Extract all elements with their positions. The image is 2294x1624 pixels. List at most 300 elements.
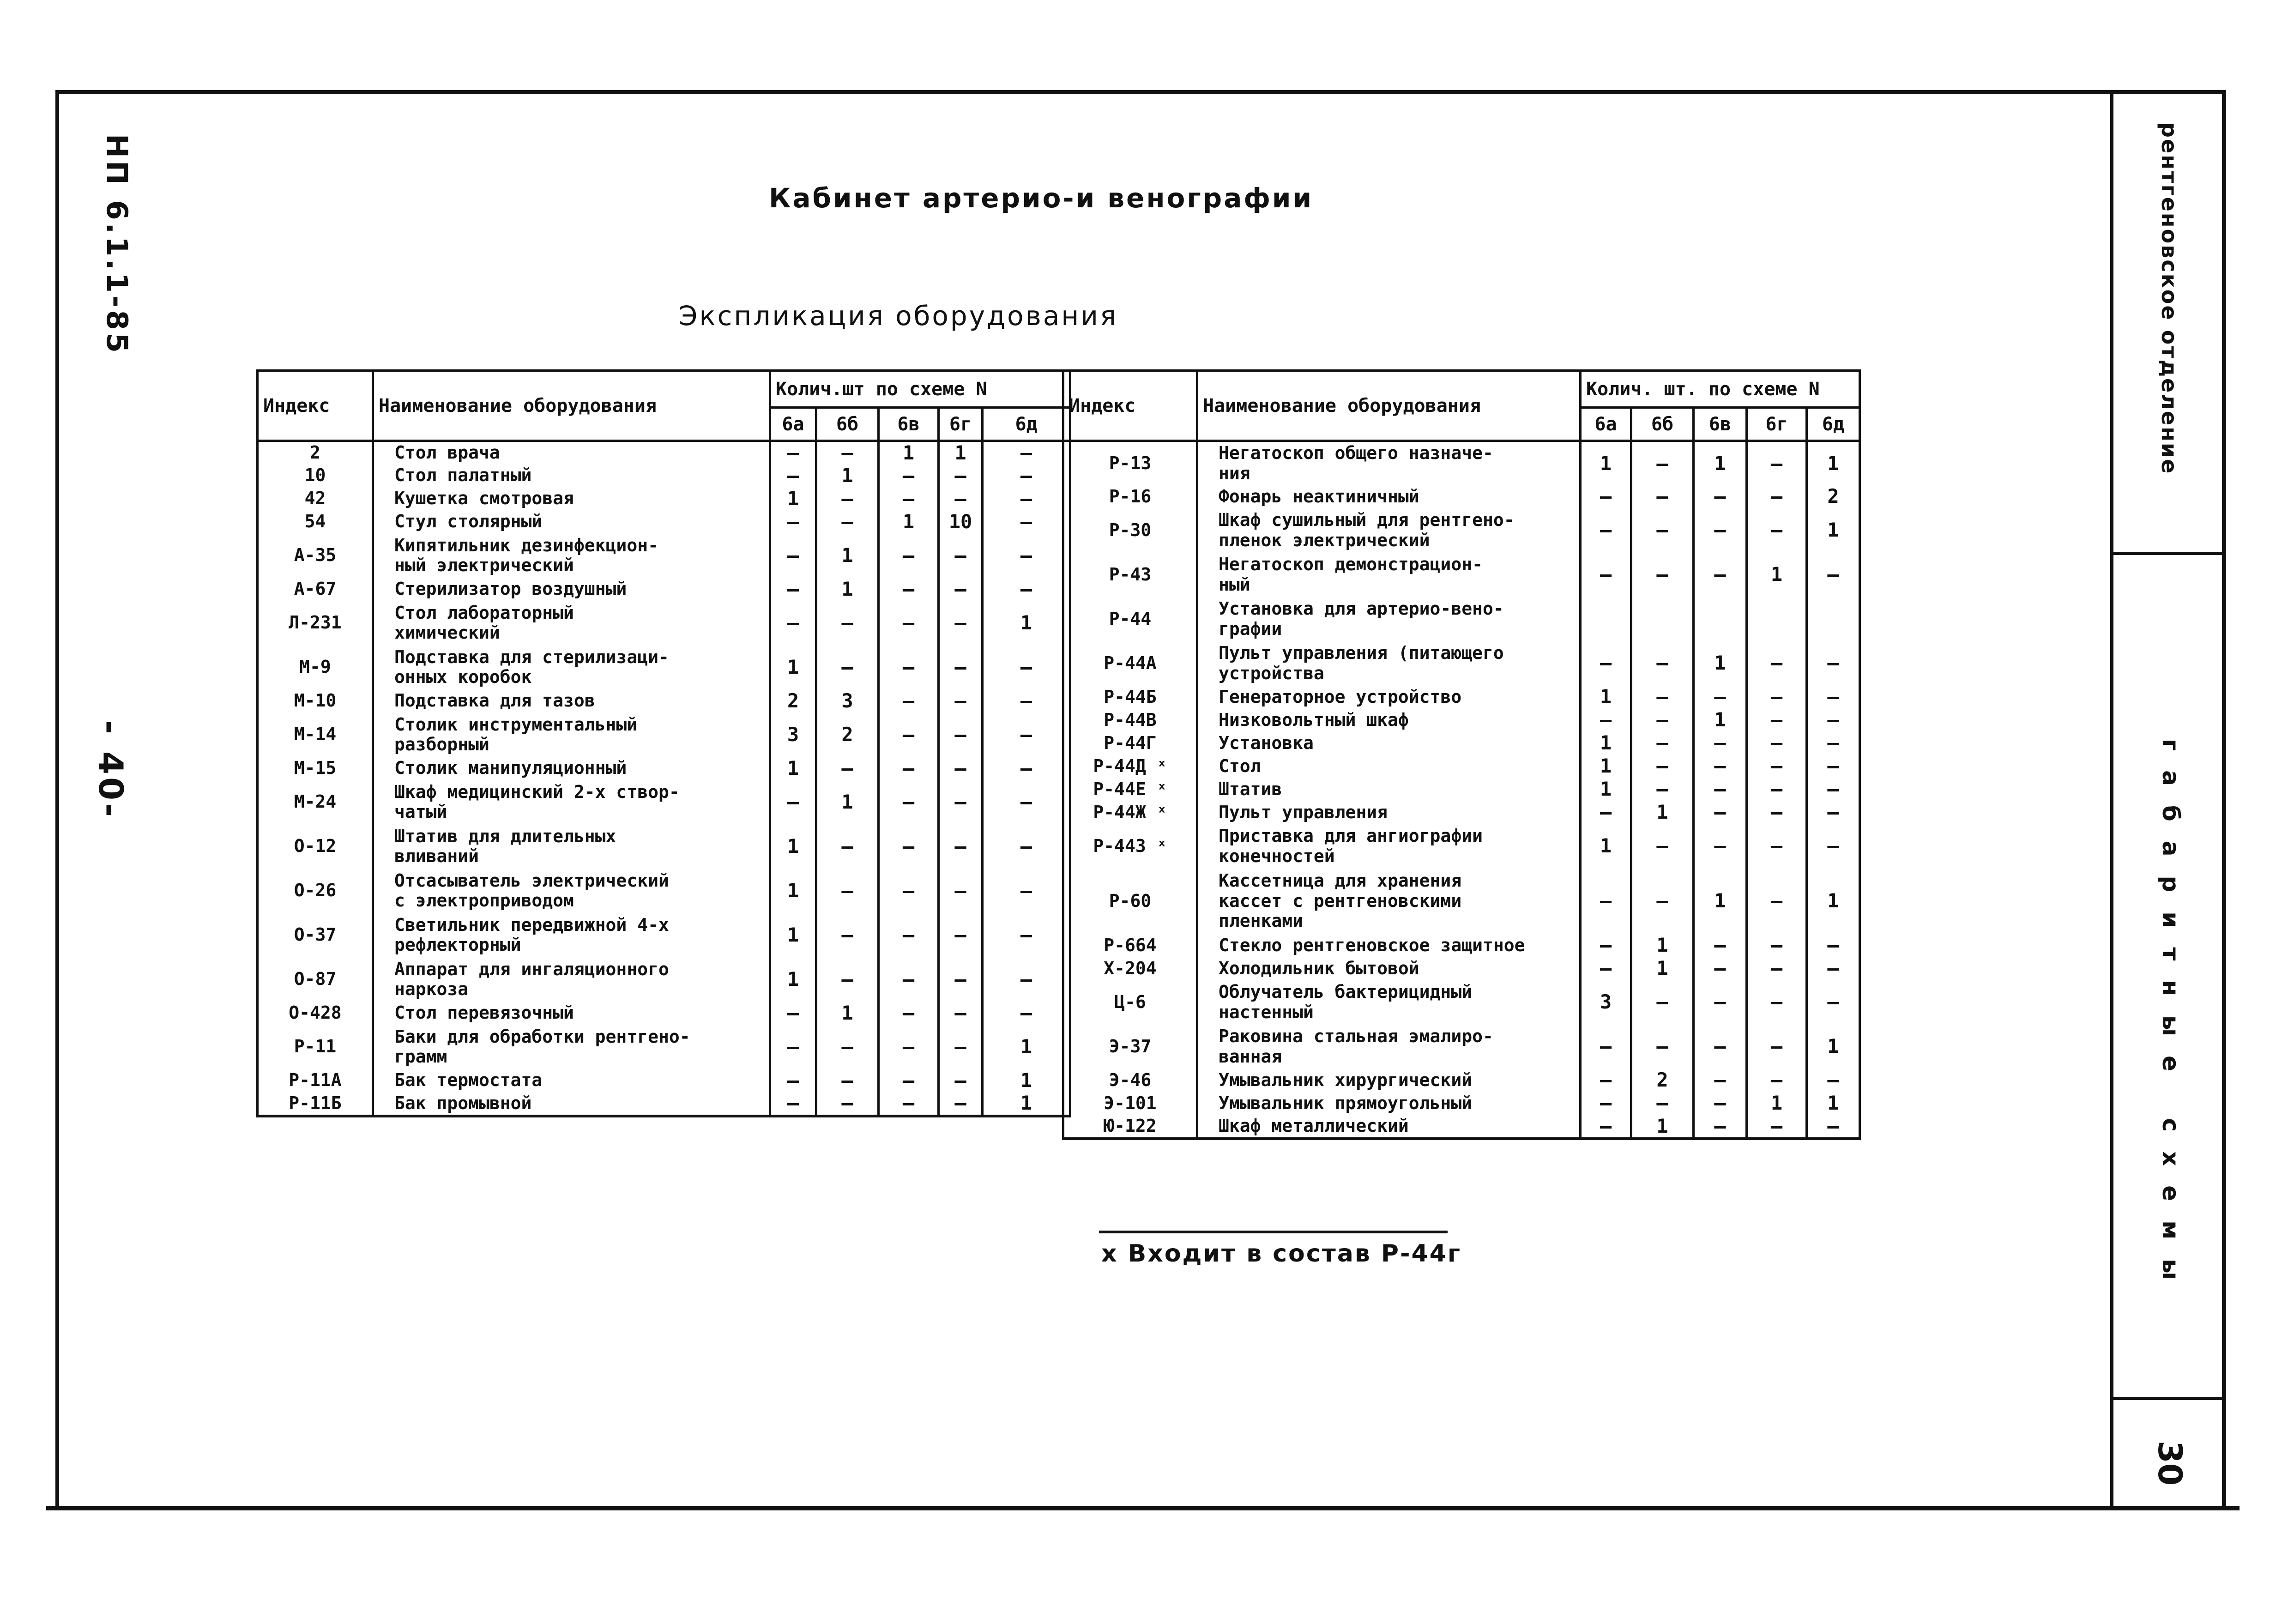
row-equipment-name: Приставка для ангиографии конечностей [1197, 824, 1581, 869]
column-header-index: Индекс [258, 371, 373, 441]
row-equipment-name: Генераторное устройство [1197, 686, 1581, 709]
row-equipment-name: Стол врача [373, 441, 770, 465]
row-quantity: – [1631, 1092, 1694, 1115]
row-quantity: – [1807, 732, 1860, 755]
row-quantity: – [1747, 508, 1807, 553]
row-quantity: – [939, 601, 983, 645]
row-equipment-name: Столик инструментальный разборный [373, 712, 770, 757]
row-quantity: – [983, 441, 1070, 465]
row-quantity: – [770, 601, 816, 645]
row-quantity: – [1631, 732, 1694, 755]
row-quantity: – [1581, 709, 1631, 732]
row-index: Р-60 [1063, 869, 1197, 934]
row-index: Р-44Е ˣ [1063, 778, 1197, 801]
row-equipment-name: Бак промывной [373, 1092, 770, 1116]
table-row [1063, 732, 1860, 755]
row-quantity: – [770, 1025, 816, 1069]
row-quantity: 1 [1807, 1025, 1860, 1069]
row-quantity: – [879, 1092, 939, 1116]
table-row [1063, 686, 1860, 709]
row-equipment-name: Раковина стальная эмалиро- ванная [1197, 1025, 1581, 1069]
table-row [1063, 778, 1860, 801]
row-quantity [1581, 597, 1631, 641]
row-quantity: – [1807, 957, 1860, 980]
row-quantity: 1 [1581, 732, 1631, 755]
row-equipment-name: Холодильник бытовой [1197, 957, 1581, 980]
column-header-name: Наименование оборудования [373, 371, 770, 441]
row-equipment-name: Фонарь неактиничный [1197, 485, 1581, 508]
table-row [258, 712, 1070, 757]
column-header-name: Наименование оборудования [1197, 371, 1581, 441]
row-quantity: 1 [1694, 709, 1747, 732]
row-quantity: – [770, 441, 816, 465]
row-quantity: – [816, 824, 879, 869]
row-equipment-name: Кассетница для хранения кассет с рентгеновскими пленками [1197, 869, 1581, 934]
row-quantity [1694, 597, 1747, 641]
row-quantity: – [983, 1002, 1070, 1025]
row-index: Р-30 [1063, 508, 1197, 553]
row-index: Р-44В [1063, 709, 1197, 732]
row-quantity: – [1747, 1115, 1807, 1139]
table-row [258, 645, 1070, 689]
table-row [258, 441, 1070, 465]
row-equipment-name: Стол [1197, 755, 1581, 778]
row-index: М-15 [258, 757, 373, 780]
footnote: х Входит в состав Р-44г [1101, 1240, 1462, 1268]
row-quantity: – [1807, 824, 1860, 869]
column-header-scheme: 6б [1631, 408, 1694, 441]
row-quantity: – [1807, 801, 1860, 824]
column-header-scheme: 6д [1807, 408, 1860, 441]
table-row [1063, 1069, 1860, 1092]
row-quantity: – [879, 869, 939, 913]
row-quantity: 3 [1581, 980, 1631, 1025]
row-quantity: – [1631, 778, 1694, 801]
row-quantity: – [1747, 755, 1807, 778]
row-index: О-428 [258, 1002, 373, 1025]
row-quantity: 1 [1694, 869, 1747, 934]
row-index: Э-101 [1063, 1092, 1197, 1115]
table-row [1063, 1092, 1860, 1115]
row-quantity: – [1807, 778, 1860, 801]
row-quantity: – [770, 1069, 816, 1092]
row-quantity: 1 [879, 441, 939, 465]
row-quantity: – [816, 913, 879, 957]
row-quantity: – [939, 869, 983, 913]
row-quantity: – [939, 824, 983, 869]
row-quantity: – [983, 689, 1070, 712]
row-quantity: – [939, 578, 983, 601]
table-row [258, 464, 1070, 487]
row-quantity: – [1747, 824, 1807, 869]
row-quantity: – [1631, 1025, 1694, 1069]
row-quantity: 1 [816, 1002, 879, 1025]
row-quantity: – [1631, 485, 1694, 508]
row-quantity: – [879, 712, 939, 757]
table-row [1063, 597, 1860, 641]
row-equipment-name: Штатив для длительных вливаний [373, 824, 770, 869]
row-quantity: – [1694, 553, 1747, 597]
table-row [258, 533, 1070, 578]
row-index: Р-43 [1063, 553, 1197, 597]
row-index: Р-13 [1063, 441, 1197, 485]
row-index: Р-44Г [1063, 732, 1197, 755]
stamp-sheet-title: габаритные схемы [2157, 739, 2184, 1299]
row-quantity: – [1694, 957, 1747, 980]
row-quantity: – [1747, 709, 1807, 732]
row-equipment-name: Пульт управления [1197, 801, 1581, 824]
table-row [1063, 553, 1860, 597]
row-quantity: – [879, 1069, 939, 1092]
row-index: О-12 [258, 824, 373, 869]
row-quantity: 1 [1581, 778, 1631, 801]
row-index: А-67 [258, 578, 373, 601]
row-quantity: – [1747, 485, 1807, 508]
row-quantity [1631, 597, 1694, 641]
row-equipment-name: Бак термостата [373, 1069, 770, 1092]
row-index: Р-44Ж ˣ [1063, 801, 1197, 824]
row-quantity: – [983, 957, 1070, 1002]
row-quantity: 1 [879, 510, 939, 533]
frame-left-border [55, 90, 59, 1510]
row-quantity: – [1631, 755, 1694, 778]
table-row [1063, 1025, 1860, 1069]
row-quantity: – [879, 487, 939, 510]
row-quantity: – [1581, 1069, 1631, 1092]
row-index: Ю-122 [1063, 1115, 1197, 1139]
row-quantity: – [1807, 1069, 1860, 1092]
table-row [1063, 869, 1860, 934]
row-quantity: – [816, 1025, 879, 1069]
row-quantity: – [879, 824, 939, 869]
row-quantity: – [1747, 1025, 1807, 1069]
row-quantity: 1 [1581, 755, 1631, 778]
row-quantity [1747, 597, 1807, 641]
row-quantity: – [816, 1069, 879, 1092]
row-quantity: – [939, 957, 983, 1002]
row-quantity: – [1747, 686, 1807, 709]
row-quantity: – [983, 869, 1070, 913]
row-quantity: – [879, 689, 939, 712]
row-quantity: – [816, 441, 879, 465]
row-quantity: – [816, 601, 879, 645]
table-row [258, 869, 1070, 913]
row-quantity: – [983, 533, 1070, 578]
table-row [258, 1025, 1070, 1069]
table-row [258, 578, 1070, 601]
row-equipment-name: Стол лабораторный химический [373, 601, 770, 645]
row-quantity: – [1694, 686, 1747, 709]
row-index: 54 [258, 510, 373, 533]
row-equipment-name: Штатив [1197, 778, 1581, 801]
stamp-divider [2110, 90, 2113, 1510]
row-equipment-name: Баки для обработки рентгено- грамм [373, 1025, 770, 1069]
row-quantity: – [1581, 641, 1631, 686]
row-quantity: – [770, 1092, 816, 1116]
row-index: Э-37 [1063, 1025, 1197, 1069]
row-quantity: – [770, 780, 816, 824]
row-quantity: – [1581, 869, 1631, 934]
row-quantity: 2 [1807, 485, 1860, 508]
row-quantity: – [770, 1002, 816, 1025]
row-quantity: – [1807, 934, 1860, 957]
row-equipment-name: Шкаф металлический [1197, 1115, 1581, 1139]
row-quantity: – [983, 510, 1070, 533]
row-equipment-name: Светильник передвижной 4-х рефлекторный [373, 913, 770, 957]
row-quantity: – [1631, 641, 1694, 686]
row-equipment-name: Шкаф медицинский 2-х створ- чатый [373, 780, 770, 824]
table-row [258, 913, 1070, 957]
row-index: О-26 [258, 869, 373, 913]
page-number: - 40- [91, 720, 130, 820]
table-row [258, 510, 1070, 533]
frame-bottom-border [46, 1506, 2240, 1510]
row-index: О-37 [258, 913, 373, 957]
table-row [1063, 755, 1860, 778]
row-quantity: – [1694, 485, 1747, 508]
page-title: Кабинет артерио-и венографии [769, 182, 1314, 214]
row-index: А-35 [258, 533, 373, 578]
row-quantity: – [939, 533, 983, 578]
row-quantity: – [983, 645, 1070, 689]
table-row [1063, 485, 1860, 508]
row-quantity: – [1631, 686, 1694, 709]
row-quantity: 1 [1631, 957, 1694, 980]
table-row [258, 601, 1070, 645]
row-quantity: 1 [1694, 641, 1747, 686]
row-quantity: 1 [1631, 1115, 1694, 1139]
row-equipment-name: Умывальник прямоугольный [1197, 1092, 1581, 1115]
row-quantity: 1 [983, 1025, 1070, 1069]
row-equipment-name: Стул столярный [373, 510, 770, 533]
row-quantity: – [1694, 801, 1747, 824]
row-equipment-name: Пульт управления (питающего устройства [1197, 641, 1581, 686]
row-quantity: – [1747, 732, 1807, 755]
row-quantity: – [816, 645, 879, 689]
row-quantity: – [983, 780, 1070, 824]
row-quantity: – [816, 1092, 879, 1116]
document-code: НП 6.1.1-85 [100, 134, 134, 356]
footnote-rule [1099, 1231, 1448, 1233]
row-quantity: – [1694, 508, 1747, 553]
row-quantity: – [879, 1002, 939, 1025]
row-equipment-name: Подставка для тазов [373, 689, 770, 712]
row-equipment-name: Кушетка смотровая [373, 487, 770, 510]
row-quantity: – [1581, 485, 1631, 508]
table-row [1063, 824, 1860, 869]
row-equipment-name: Стол перевязочный [373, 1002, 770, 1025]
row-index: Ц-6 [1063, 980, 1197, 1025]
row-quantity: – [879, 645, 939, 689]
row-quantity: – [770, 533, 816, 578]
row-index: М-14 [258, 712, 373, 757]
row-quantity: – [1694, 934, 1747, 957]
row-quantity: – [1581, 508, 1631, 553]
row-index: Р-11А [258, 1069, 373, 1092]
table-row [1063, 934, 1860, 957]
row-quantity: 1 [1581, 824, 1631, 869]
table-row [1063, 641, 1860, 686]
row-quantity: – [1581, 553, 1631, 597]
row-quantity: – [879, 757, 939, 780]
column-header-qty: Колич.шт по схеме N [770, 371, 1070, 408]
row-index: Р-44А [1063, 641, 1197, 686]
row-quantity: – [1581, 934, 1631, 957]
row-quantity: – [1694, 1115, 1747, 1139]
equipment-table-right [1062, 369, 1861, 1140]
row-quantity: – [939, 645, 983, 689]
table-row [258, 1069, 1070, 1092]
row-quantity: – [1631, 824, 1694, 869]
row-quantity: 2 [816, 712, 879, 757]
row-quantity: 1 [816, 780, 879, 824]
row-quantity: – [983, 757, 1070, 780]
row-equipment-name: Установка для артерио-вено- графии [1197, 597, 1581, 641]
row-quantity: – [983, 913, 1070, 957]
row-quantity: – [816, 869, 879, 913]
row-quantity: – [939, 1025, 983, 1069]
row-quantity: 1 [939, 441, 983, 465]
row-equipment-name: Негатоскоп общего назначе- ния [1197, 441, 1581, 485]
row-quantity: – [1581, 801, 1631, 824]
row-quantity: – [816, 487, 879, 510]
row-quantity: – [1581, 1025, 1631, 1069]
row-quantity: – [939, 780, 983, 824]
row-quantity: – [1581, 957, 1631, 980]
row-quantity: – [939, 689, 983, 712]
row-quantity: – [1631, 553, 1694, 597]
row-equipment-name: Столик манипуляционный [373, 757, 770, 780]
row-quantity: – [983, 464, 1070, 487]
row-quantity: – [1807, 1115, 1860, 1139]
row-index: М-10 [258, 689, 373, 712]
column-header-scheme: 6г [1747, 408, 1807, 441]
column-header-scheme: 6а [770, 408, 816, 441]
row-quantity: 1 [1694, 441, 1747, 485]
row-quantity: 1 [770, 957, 816, 1002]
row-index: Р-44З ˣ [1063, 824, 1197, 869]
row-equipment-name: Стол палатный [373, 464, 770, 487]
row-quantity: – [1631, 709, 1694, 732]
table-row [258, 689, 1070, 712]
row-quantity: – [816, 757, 879, 780]
table-row [258, 487, 1070, 510]
row-quantity: 1 [1807, 441, 1860, 485]
column-header-scheme: 6в [879, 408, 939, 441]
table-row [258, 1002, 1070, 1025]
row-equipment-name: Стерилизатор воздушный [373, 578, 770, 601]
row-equipment-name: Негатоскоп демонстрацион- ный [1197, 553, 1581, 597]
table-row [1063, 1115, 1860, 1139]
row-quantity: – [983, 824, 1070, 869]
row-quantity: – [1747, 934, 1807, 957]
row-equipment-name: Установка [1197, 732, 1581, 755]
row-quantity: 1 [816, 464, 879, 487]
row-quantity: – [1807, 755, 1860, 778]
row-index: 10 [258, 464, 373, 487]
row-quantity: – [1581, 1115, 1631, 1139]
row-quantity: – [1747, 441, 1807, 485]
row-quantity: – [816, 510, 879, 533]
row-index: М-9 [258, 645, 373, 689]
row-quantity: – [1694, 755, 1747, 778]
row-quantity: – [1631, 980, 1694, 1025]
row-quantity: 1 [770, 824, 816, 869]
row-equipment-name: Кипятильник дезинфекцион- ный электрический [373, 533, 770, 578]
table-row [258, 757, 1070, 780]
table-row [1063, 980, 1860, 1025]
row-quantity: 1 [770, 645, 816, 689]
stamp-divider [2110, 1397, 2226, 1400]
row-index: Р-16 [1063, 485, 1197, 508]
row-index: Р-11Б [258, 1092, 373, 1116]
table-row [1063, 441, 1860, 485]
row-quantity: – [1807, 553, 1860, 597]
row-quantity: – [879, 533, 939, 578]
row-quantity: – [1631, 869, 1694, 934]
table-row [258, 824, 1070, 869]
row-index: М-24 [258, 780, 373, 824]
row-quantity: – [939, 1092, 983, 1116]
row-quantity: – [1747, 778, 1807, 801]
stamp-sheet-number: 30 [2151, 1441, 2189, 1486]
row-quantity: 1 [770, 487, 816, 510]
table-row [258, 780, 1070, 824]
row-quantity [1807, 597, 1860, 641]
row-equipment-name: Отсасыватель электрический с электроприводом [373, 869, 770, 913]
row-quantity: – [983, 578, 1070, 601]
row-equipment-name: Аппарат для ингаляционного наркоза [373, 957, 770, 1002]
row-index: Р-44Б [1063, 686, 1197, 709]
column-header-scheme: 6в [1694, 408, 1747, 441]
row-quantity: – [1631, 441, 1694, 485]
row-quantity: – [939, 913, 983, 957]
row-quantity: – [770, 510, 816, 533]
row-quantity: – [879, 913, 939, 957]
row-quantity: 1 [1807, 508, 1860, 553]
column-header-index: Индекс [1063, 371, 1197, 441]
row-equipment-name: Облучатель бактерицидный настенный [1197, 980, 1581, 1025]
row-quantity: – [939, 712, 983, 757]
row-index: 2 [258, 441, 373, 465]
row-quantity: 1 [1581, 686, 1631, 709]
row-quantity: – [879, 464, 939, 487]
row-quantity: – [1807, 686, 1860, 709]
row-index: Р-664 [1063, 934, 1197, 957]
column-header-scheme: 6г [939, 408, 983, 441]
column-header-scheme: 6б [816, 408, 879, 441]
row-index: 42 [258, 487, 373, 510]
row-quantity: 1 [1631, 934, 1694, 957]
row-quantity: – [879, 578, 939, 601]
row-quantity: 1 [770, 869, 816, 913]
row-quantity: 1 [770, 757, 816, 780]
row-quantity: – [1581, 1092, 1631, 1115]
stamp-section-name: рентгеновское отделение [2157, 122, 2182, 475]
row-quantity: – [1807, 641, 1860, 686]
row-quantity: – [1747, 957, 1807, 980]
row-quantity: 1 [816, 578, 879, 601]
row-quantity: – [939, 757, 983, 780]
row-quantity: – [816, 957, 879, 1002]
row-quantity: – [1694, 732, 1747, 755]
row-quantity: – [939, 1002, 983, 1025]
row-quantity: – [879, 957, 939, 1002]
row-quantity: – [1694, 824, 1747, 869]
row-index: О-87 [258, 957, 373, 1002]
row-equipment-name: Шкаф сушильный для рентгено- пленок электрический [1197, 508, 1581, 553]
row-quantity: – [983, 712, 1070, 757]
